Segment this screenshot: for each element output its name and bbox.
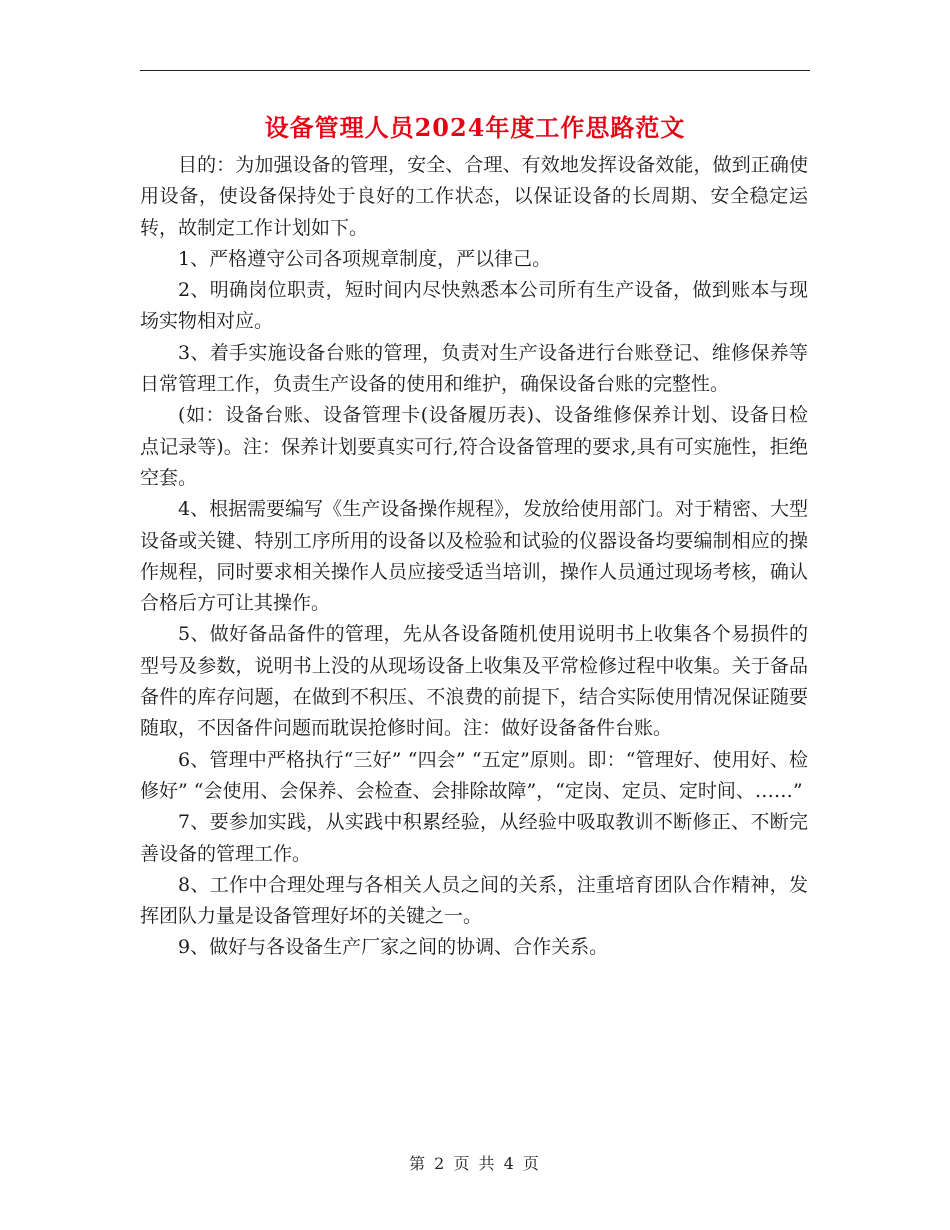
paragraph-item-4: 4、根据需要编写《生产设备操作规程》，发放给使用部门。对于精密、大型设备或关键、特别工序所用的设备以及检验和试验的仪器设备均要编制相应的操作规程，同时要求相关操作人员应接受适当培训，操作人员通过现场考核，确认合格后方可让其操作。 bbox=[140, 498, 808, 615]
header-rule bbox=[140, 70, 810, 71]
paragraph-item-1: 1、严格遵守公司各项规章制度，严以律己。 bbox=[178, 247, 552, 270]
paragraph-item-2: 2、明确岗位职责，短时间内尽快熟悉本公司所有生产设备，做到账本与现场实物相对应。 bbox=[140, 279, 808, 333]
paragraph-item-8: 8、工作中合理处理与各相关人员之间的关系，注重培育团队合作精神，发挥团队力量是设备管理好坏的关键之一。 bbox=[140, 873, 808, 928]
paragraph-item-9: 9、做好与各设备生产厂家之间的协调、合作关系。 bbox=[178, 936, 609, 959]
paragraph-item-3-note: (如：设备台账、设备管理卡(设备履历表)、设备维修保养计划、设备日检点记录等)。注：保养计划要真实可行,符合设备管理的要求,具有可实施性，拒绝空套。 bbox=[140, 404, 808, 489]
paragraph-item-5: 5、做好备品备件的管理，先从各设备随机使用说明书上收集各个易损件的型号及参数，说明书上没的从现场设备上收集及平常检修过程中收集。关于备品备件的库存问题，在做到不积压、不浪费的前提下，结合实际使用情况保证随要随取，不因备件问题而耽误抢修时间。注：做好设备备件台账。 bbox=[140, 623, 808, 740]
document-title: 设备管理人员2024年度工作思路范文 bbox=[264, 113, 686, 142]
document-body bbox=[140, 150, 808, 964]
paragraph-item-7: 7、要参加实践，从实践中积累经验，从经验中吸取教训不断修正、不断完善设备的管理工作。 bbox=[140, 811, 808, 865]
paragraph-purpose: 目的：为加强设备的管理，安全、合理、有效地发挥设备效能，做到正确使用设备，使设备保持处于良好的工作状态，以保证设备的长周期、安全稳定运转，故制定工作计划如下。 bbox=[140, 154, 808, 239]
page-number: 第 2 页 共 4 页 bbox=[409, 1154, 541, 1173]
paragraph-item-6: 6、管理中严格执行“三好” “四会” “五定”原则。即：“管理好、使用好、检修好” “会使用、会保养、会检查、会排除故障”，“定岗、定员、定时间、……” bbox=[140, 748, 808, 802]
paragraph-item-3: 3、着手实施设备台账的管理，负责对生产设备进行台账登记、维修保养等日常管理工作，负责生产设备的使用和维护，确保设备台账的完整性。 bbox=[140, 341, 808, 396]
